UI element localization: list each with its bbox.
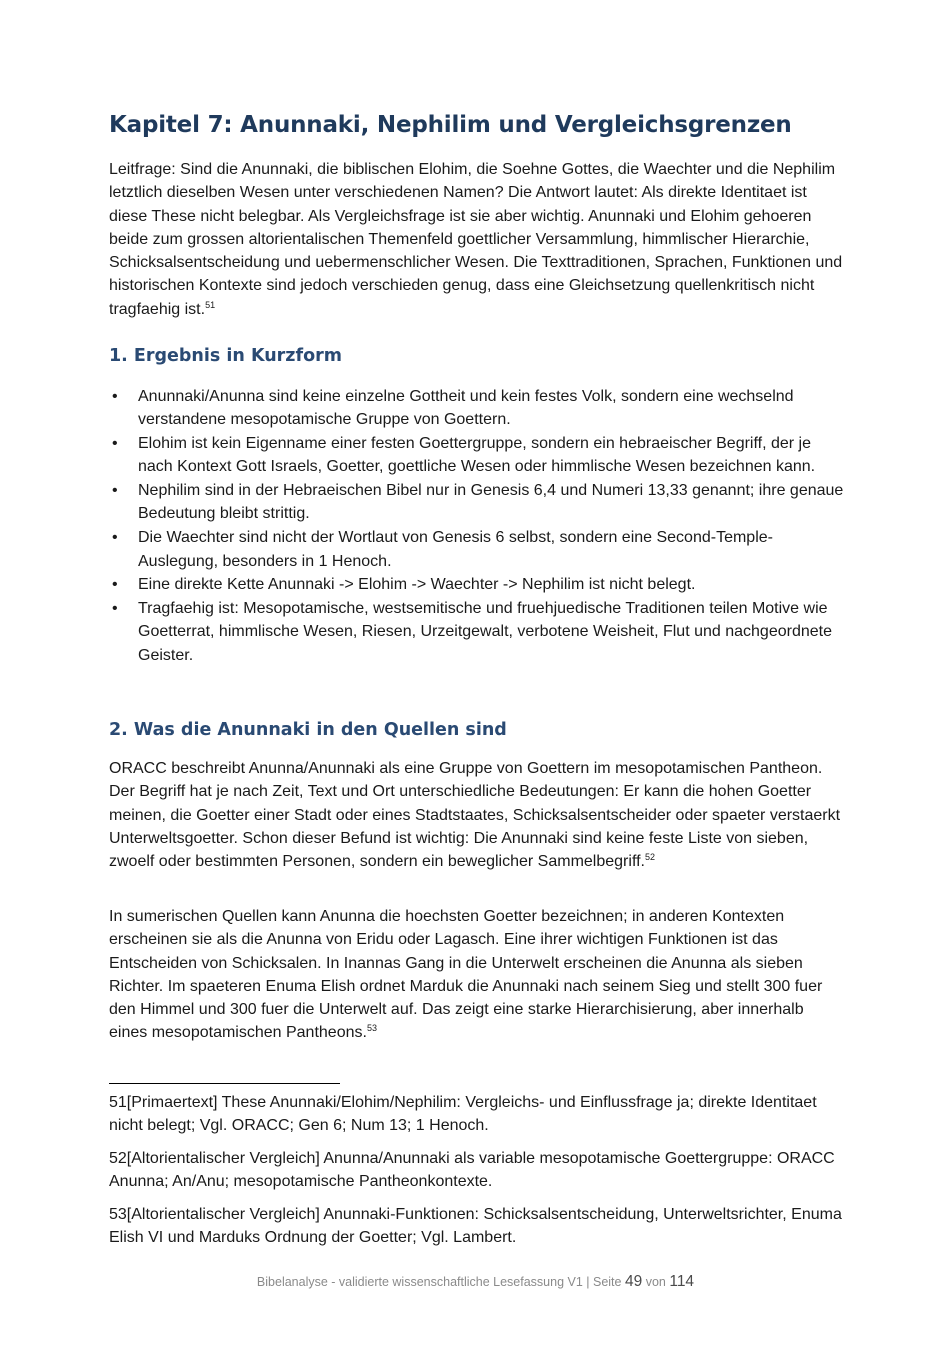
- list-item: • Die Waechter sind nicht der Wortlaut von Genesis 6 selbst, sondern eine Second-Temple-Auslegung, besonders in 1 Henoch.: [109, 526, 844, 573]
- footer-of: von: [645, 1275, 666, 1289]
- list-item: • Elohim ist kein Eigenname einer festen Goettergruppe, sondern ein hebraeischer Begriff, der je nach Kontext Gott Israels, Goetter, goettliche Wesen oder himmlische Wesen bezeichnen kann.: [109, 432, 844, 479]
- footnote-51: 51[Primaertext] These Anunnaki/Elohim/Nephilim: Vergleichs- und Einflussfrage ja; direkte Identitaet nicht belegt; Vgl. ORACC; Gen 6; Num 13; 1 Henoch.: [109, 1094, 817, 1135]
- footnote-divider: [109, 1083, 340, 1084]
- footnote-ref-52[interactable]: 52: [644, 852, 655, 863]
- paragraph-text: ORACC beschreibt Anunna/Anunnaki als eine Gruppe von Goettern im mesopotamischen Pantheon. Der Begriff hat je nach Zeit, Text und Ort unterschiedliche Bedeutungen: Er kann die hohen Goetter meinen, die Goetter einer Stadt oder eines Stadtstaates, Schicksalsentscheider oder spaeter verstaerkt Unterweltsgoetter. Schon dieser Befund ist wichtig: Die Anunnaki sind keine feste Liste von sieben, zwoelf oder bestimmten Personen, sondern ein beweglicher Sammelbegriff.: [109, 760, 841, 871]
- list-item: • Anunnaki/Anunna sind keine einzelne Gottheit und kein festes Volk, sondern eine wechselnd verstandene mesopotamische Gruppe von Goettern.: [109, 385, 844, 432]
- section2-paragraph-1: [109, 757, 844, 873]
- list-item: • Nephilim sind in der Hebraeischen Bibel nur in Genesis 6,4 und Numeri 13,33 genannt; ihre genaue Bedeutung bleibt strittig.: [109, 479, 844, 526]
- footnote-53: 53[Altorientalischer Vergleich] Anunnaki-Funktionen: Schicksalsentscheidung, Unterweltsrichter, Enuma Elish VI und Marduks Ordnung der Goetter; Vgl. Lambert.: [109, 1206, 842, 1247]
- section2-paragraph-2: [109, 905, 844, 1045]
- section-heading-2: 2. Was die Anunnaki in den Quellen sind: [109, 720, 507, 740]
- list-item: • Eine direkte Kette Anunnaki -> Elohim -> Waechter -> Nephilim ist nicht belegt.: [109, 573, 844, 596]
- intro-text: Leitfrage: Sind die Anunnaki, die biblischen Elohim, die Soehne Gottes, die Waechter und die Nephilim letztlich dieselben Wesen unter verschiedenen Namen? Die Antwort lautet: Als direkte Identitaet ist diese These nicht belegbar. Als Vergleichsfrage ist sie aber wichtig. Anunnaki und Elohim gehoeren beide zum grossen altorientalischen Themenfeld goettlicher Versammlung, himmlischer Hierarchie, Schicksalsentscheidung und uebermenschlicher Wesen. Die Texttraditionen, Sprachen, Funktionen und historischen Kontexte sind jedoch verschieden genug, dass eine Gleichsetzung quellenkritisch nicht tragfaehig ist.: [109, 161, 843, 318]
- footer-page-number: 49: [624, 1273, 643, 1290]
- footer-total-pages: 114: [669, 1273, 695, 1290]
- footnote-52: 52[Altorientalischer Vergleich] Anunna/Anunnaki als variable mesopotamische Goettergruppe: ORACC Anunna; An/Anu; mesopotamische Pantheonkontexte.: [109, 1150, 835, 1191]
- list-item: • Tragfaehig ist: Mesopotamische, westsemitische und fruehjuedische Traditionen teilen Motive wie Goetterrat, himmlische Wesen, Riesen, Urzeitgewalt, verbotene Weisheit, Flut und nachgeordnete Geister.: [109, 597, 844, 667]
- intro-paragraph: [109, 158, 844, 321]
- footnote-ref-51[interactable]: 51: [205, 299, 216, 310]
- paragraph-text: In sumerischen Quellen kann Anunna die hoechsten Goetter bezeichnen; in anderen Kontexten erscheinen sie als die Anunna von Eridu oder Lagasch. Eine ihrer wichtigen Funktionen ist das Entscheiden von Schicksalen. In Inannas Gang in die Unterwelt erscheinen die Anunna als sieben Richter. Im spaeteren Enuma Elish ordnet Marduk die Anunnaki nach seinem Sieg und stellt 300 fuer den Himmel und 300 fuer die Unterwelt auf. Das zeigt eine starke Hierarchisierung, aber innerhalb eines mesopotamischen Pantheons.: [109, 908, 823, 1042]
- section-heading-1: 1. Ergebnis in Kurzform: [109, 346, 342, 366]
- footnote-ref-53[interactable]: 53: [366, 1023, 377, 1034]
- summary-list: [109, 385, 844, 668]
- footer-text: Bibelanalyse - validierte wissenschaftliche Lesefassung V1 | Seite: [256, 1275, 622, 1289]
- chapter-title: Kapitel 7: Anunnaki, Nephilim und Vergleichsgrenzen: [109, 112, 792, 138]
- page-footer: [0, 1273, 951, 1291]
